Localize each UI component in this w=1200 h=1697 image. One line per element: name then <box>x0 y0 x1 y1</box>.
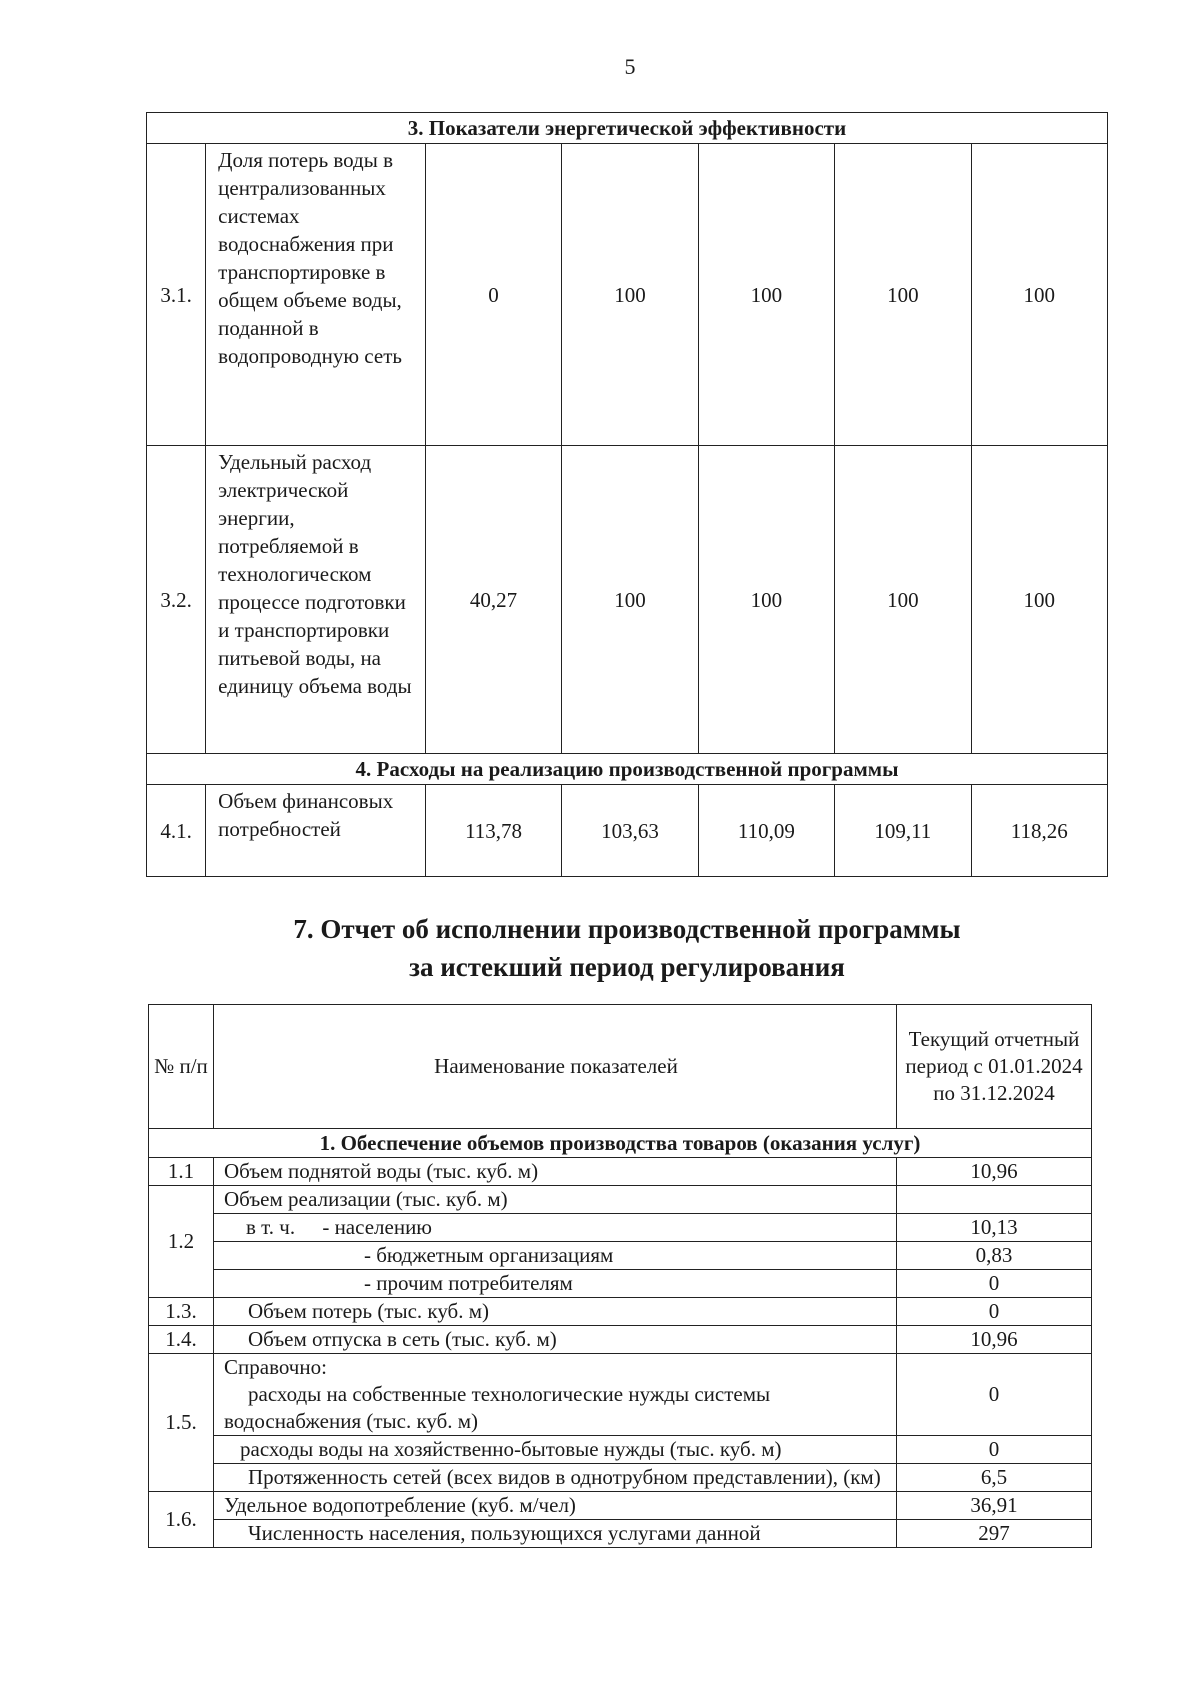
table-row <box>147 144 1108 446</box>
table-row <box>147 785 1108 877</box>
value-cell: 0 <box>897 1354 1092 1436</box>
section-heading <box>146 910 1108 986</box>
indicator-name <box>214 1214 897 1242</box>
value-cell: 0 <box>897 1436 1092 1464</box>
table-row <box>149 1270 1092 1298</box>
indicator-name: Объем финансовых потребностей <box>206 785 426 877</box>
value-cell: 10,96 <box>897 1158 1092 1186</box>
table-row <box>149 1298 1092 1326</box>
table-row <box>149 1520 1092 1548</box>
value-cell: 6,5 <box>897 1464 1092 1492</box>
indicator-name: Удельный расход электрической энергии, потребляемой в технологическом процессе подготовки и транспортировки питьевой воды, на единицу объема воды <box>206 446 426 754</box>
header-number: № п/п <box>149 1005 214 1129</box>
row-number: 1.6. <box>149 1492 214 1548</box>
section-row <box>147 754 1108 785</box>
value-cell: 0 <box>897 1270 1092 1298</box>
value-cell: 0 <box>897 1298 1092 1326</box>
row-number: 1.3. <box>149 1298 214 1326</box>
row-number: 4.1. <box>147 785 206 877</box>
value-cell: 100 <box>698 144 834 446</box>
indicator-name: Объем реализации (тыс. куб. м) <box>214 1186 897 1214</box>
section-title: 1. Обеспечение объемов производства товаров (оказания услуг) <box>149 1129 1092 1158</box>
sub-prefix: в т. ч. <box>246 1215 296 1239</box>
table-row <box>149 1186 1092 1214</box>
reference-label: Справочно: <box>224 1355 327 1379</box>
value-cell: 100 <box>562 446 698 754</box>
value-cell: 110,09 <box>698 785 834 877</box>
indicator-name: Численность населения, пользующихся услугами данной <box>214 1520 897 1548</box>
indicator-name: Доля потерь воды в централизованных системах водоснабжения при транспортировке в общем объеме воды, поданной в водопроводную сеть <box>206 144 426 446</box>
value-cell: 0,83 <box>897 1242 1092 1270</box>
value-cell: 109,11 <box>835 785 971 877</box>
value-cell: 103,63 <box>562 785 698 877</box>
indicator-name: Объем поднятой воды (тыс. куб. м) <box>214 1158 897 1186</box>
value-cell: 0 <box>425 144 561 446</box>
row-number: 1.2 <box>149 1186 214 1298</box>
table-row <box>149 1354 1092 1436</box>
section-row <box>147 113 1108 144</box>
reference-item: расходы на собственные технологические нужды системы водоснабжения (тыс. куб. м) <box>224 1382 771 1433</box>
row-number: 1.1 <box>149 1158 214 1186</box>
value-cell: 10,96 <box>897 1326 1092 1354</box>
indicator-name: - бюджетным организациям <box>214 1242 897 1270</box>
indicator-name: расходы воды на хозяйственно-бытовые нужды (тыс. куб. м) <box>214 1436 897 1464</box>
energy-efficiency-table <box>146 112 1108 877</box>
indicator-name <box>214 1354 897 1436</box>
value-cell: 118,26 <box>971 785 1107 877</box>
row-number: 1.5. <box>149 1354 214 1492</box>
heading-line-2: за истекший период регулирования <box>409 952 845 982</box>
program-report-table <box>148 1004 1092 1548</box>
value-cell: 100 <box>835 446 971 754</box>
section-title: 4. Расходы на реализацию производственной программы <box>147 754 1108 785</box>
value-cell: 113,78 <box>425 785 561 877</box>
indicator-name: Объем потерь (тыс. куб. м) <box>214 1298 897 1326</box>
sub-item: - населению <box>322 1215 432 1239</box>
heading-line-1: 7. Отчет об исполнении производственной программы <box>293 914 961 944</box>
indicator-name: - прочим потребителям <box>214 1270 897 1298</box>
table-row <box>149 1464 1092 1492</box>
page-number: 5 <box>624 54 636 79</box>
value-cell: 100 <box>971 446 1107 754</box>
value-cell <box>897 1186 1092 1214</box>
value-cell: 40,27 <box>425 446 561 754</box>
indicator-name: Объем отпуска в сеть (тыс. куб. м) <box>214 1326 897 1354</box>
table-row <box>147 446 1108 754</box>
row-number: 3.2. <box>147 446 206 754</box>
value-cell: 36,91 <box>897 1492 1092 1520</box>
value-cell: 10,13 <box>897 1214 1092 1242</box>
table-row <box>149 1214 1092 1242</box>
value-cell: 100 <box>562 144 698 446</box>
header-period: Текущий отчетный период с 01.01.2024 по 31.12.2024 <box>897 1005 1092 1129</box>
header-row <box>149 1005 1092 1129</box>
indicator-name: Протяженность сетей (всех видов в однотрубном представлении), (км) <box>214 1464 897 1492</box>
table-row <box>149 1158 1092 1186</box>
value-cell: 100 <box>971 144 1107 446</box>
value-cell: 297 <box>897 1520 1092 1548</box>
section-title: 3. Показатели энергетической эффективности <box>147 113 1108 144</box>
value-cell: 100 <box>698 446 834 754</box>
section-row <box>149 1129 1092 1158</box>
row-number: 1.4. <box>149 1326 214 1354</box>
value-cell: 100 <box>835 144 971 446</box>
indicator-name: Удельное водопотребление (куб. м/чел) <box>214 1492 897 1520</box>
table-row <box>149 1492 1092 1520</box>
table-row <box>149 1436 1092 1464</box>
row-number: 3.1. <box>147 144 206 446</box>
table-row <box>149 1242 1092 1270</box>
table-row <box>149 1326 1092 1354</box>
header-name: Наименование показателей <box>214 1005 897 1129</box>
